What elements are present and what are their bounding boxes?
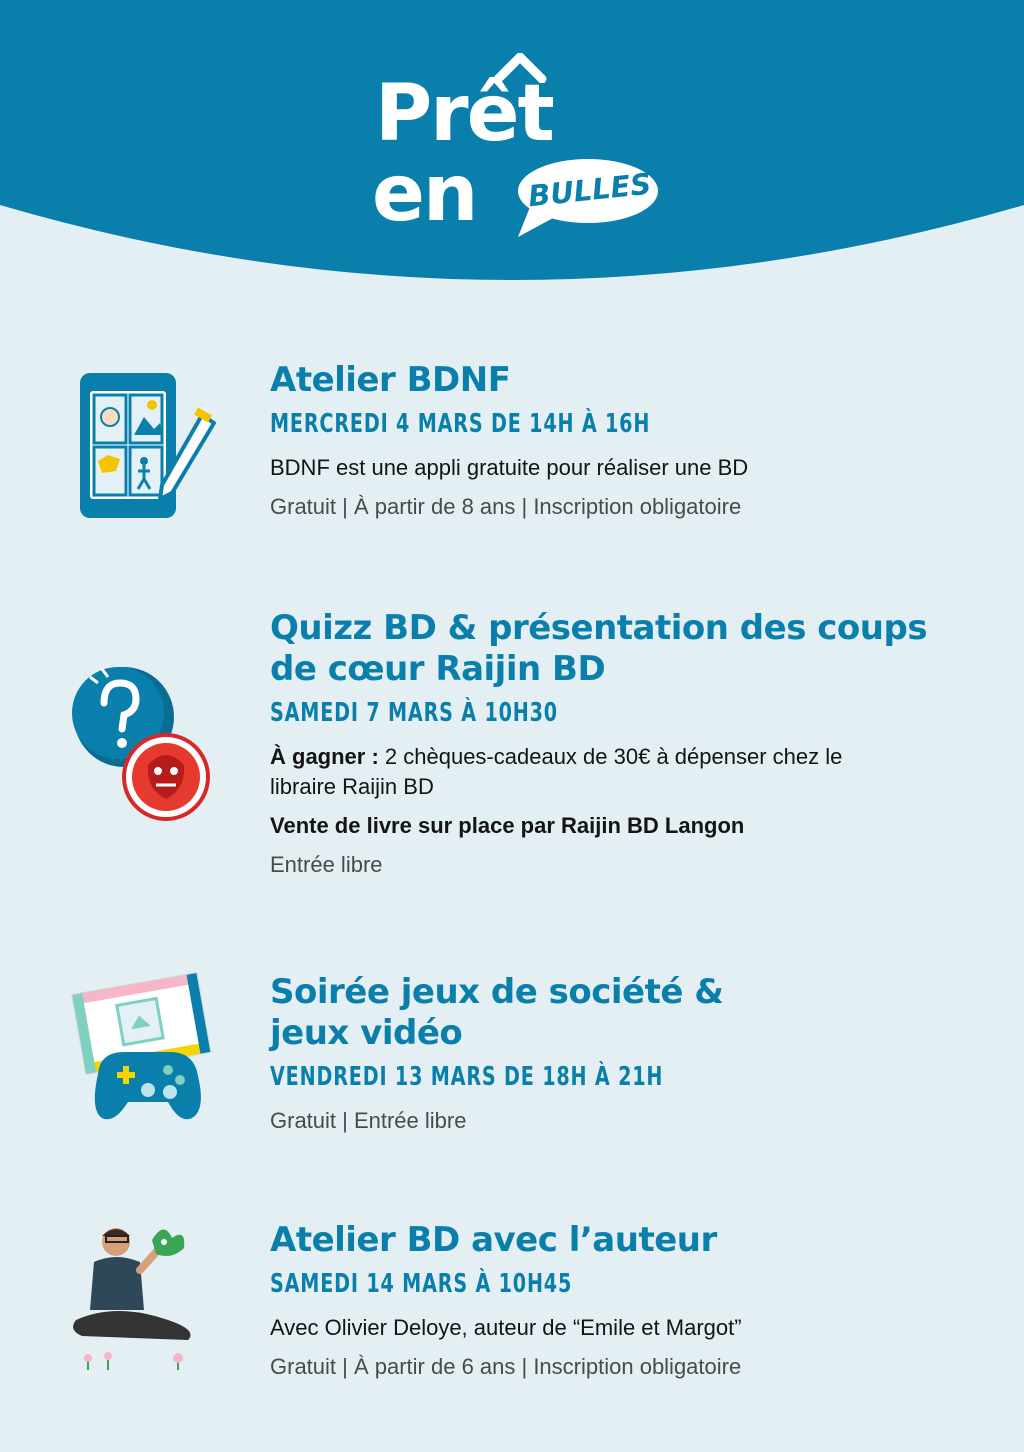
prize-text: 2 chèques-cadeaux de 30€ à dépenser chez le libraire Raijin BD bbox=[270, 744, 843, 799]
event-date: SAMEDI 14 MARS À 10H45 bbox=[270, 1269, 573, 1299]
event-info: Gratuit | À partir de 8 ans | Inscription obligatoire bbox=[270, 494, 742, 519]
question-bubble-icon bbox=[68, 660, 218, 830]
event-soiree-jeux bbox=[0, 972, 1024, 1152]
event-title: Atelier BD avec l’auteur bbox=[270, 1220, 717, 1260]
event-sale: Vente de livre sur place par Raijin BD Langon bbox=[270, 813, 745, 838]
event-atelier-auteur bbox=[0, 1220, 1024, 1400]
event-title-line1: Soirée jeux de société & bbox=[270, 972, 724, 1012]
event-info: Entrée libre bbox=[270, 852, 383, 877]
event-info: Gratuit | Entrée libre bbox=[270, 1108, 467, 1133]
event-title: Quizz BD & présentation des coups de cœur Raijin BD bbox=[270, 608, 928, 689]
event-title: Atelier BDNF bbox=[270, 360, 511, 400]
event-description: Avec Olivier Deloye, auteur de “Emile et Margot” bbox=[270, 1315, 742, 1340]
tablet-drawing-icon bbox=[68, 365, 218, 525]
event-prize bbox=[270, 742, 910, 802]
event-title-line2: jeux vidéo bbox=[270, 1013, 463, 1053]
event-title bbox=[270, 972, 970, 1054]
event-quizz-bd bbox=[0, 608, 1024, 898]
author-photo-icon bbox=[68, 1220, 218, 1380]
event-date: SAMEDI 7 MARS À 10H30 bbox=[270, 698, 558, 728]
gamepad-boardgame-icon bbox=[68, 972, 218, 1132]
logo-bulles: BULLES bbox=[526, 166, 653, 214]
prize-label: À gagner : bbox=[270, 744, 379, 769]
logo-en: en bbox=[372, 149, 477, 239]
logo-pret: Prêt bbox=[375, 69, 553, 159]
event-atelier-bdnf bbox=[0, 360, 1024, 550]
event-date: MERCREDI 4 MARS DE 14H À 16H bbox=[270, 409, 651, 439]
logo bbox=[360, 55, 660, 245]
event-description: BDNF est une appli gratuite pour réaliser une BD bbox=[270, 455, 749, 480]
event-date: VENDREDI 13 MARS DE 18H À 21H bbox=[270, 1062, 664, 1092]
event-info: Gratuit | À partir de 6 ans | Inscription obligatoire bbox=[270, 1354, 742, 1379]
